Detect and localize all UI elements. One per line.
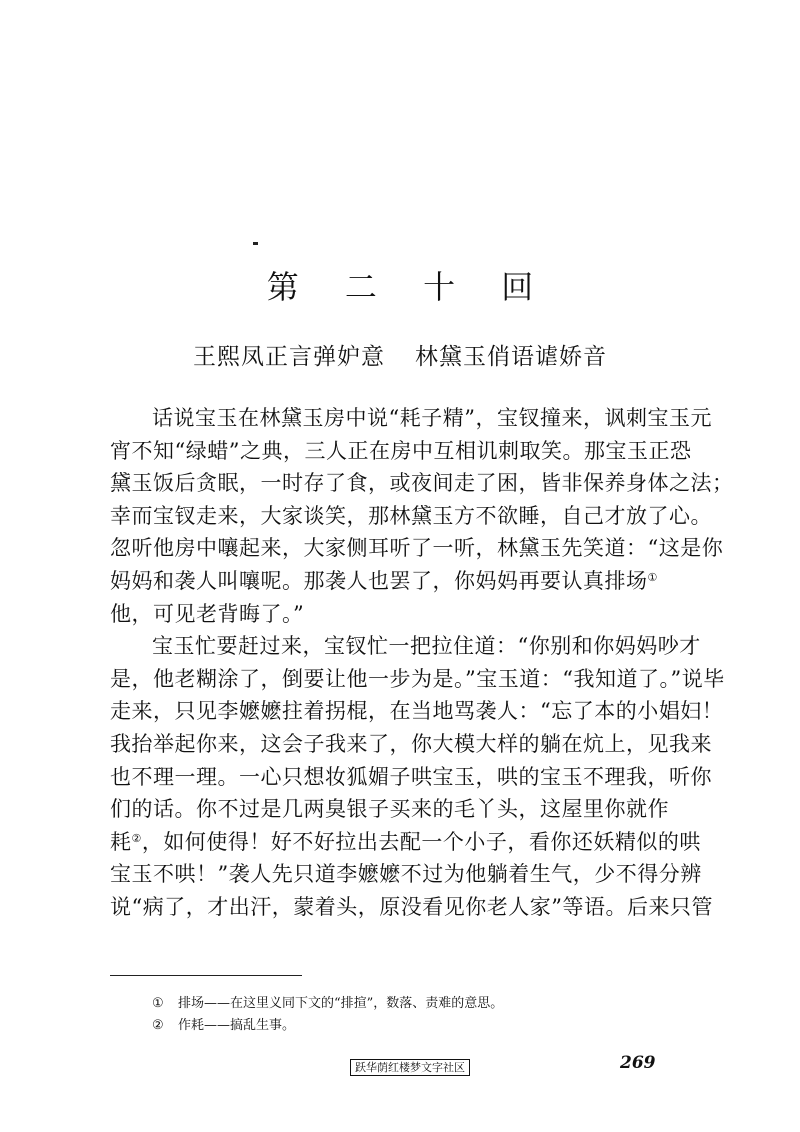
footnotes — [152, 993, 503, 1037]
text-line: 我抬举起你来，这会子我来了，你大模大样的躺在炕上，见我来 — [110, 731, 712, 756]
footnote — [152, 1015, 503, 1037]
footnote-ref: ① — [647, 570, 658, 584]
footnote — [152, 993, 503, 1015]
text-line: 宵不知“绿蜡”之典，三人正在房中互相讥刺取笑。那宝玉正恐 — [110, 438, 692, 463]
text-line-part: ，如何使得！好不好拉出去配一个小子，看你还妖精似的哄 — [141, 829, 701, 854]
text-line: 也不理一理。一心只想妆狐媚子哄宝玉，哄的宝玉不理我，听你 — [110, 764, 712, 789]
text-line: 宝玉不哄！”袭人先只道李嬷嬷不过为他躺着生气，少不得分辨 — [110, 862, 702, 887]
footnote-mark: ② — [152, 1018, 164, 1033]
text-line: 他，可见老背晦了。” — [110, 601, 305, 626]
text-line: 宝玉忙要赶过来，宝钗忙一把拉住道：“你别和你妈妈吵才 — [152, 634, 701, 659]
subtitle-left: 王熙凤正言弹妒意 — [193, 344, 385, 370]
text-line: 忽听他房中嚷起来，大家侧耳听了一听，林黛玉先笑道：“这是你 — [110, 536, 724, 561]
text-line — [110, 565, 656, 598]
text-line: 们的话。你不过是几两臭银子买来的毛丫头，这屋里你就作 — [110, 797, 669, 822]
footnote-ref: ② — [131, 831, 142, 845]
body-text — [110, 402, 734, 924]
page-number: 269 — [620, 1053, 656, 1073]
text-line: 话说宝玉在林黛玉房中说“耗子精”，宝钗撞来，讽刺宝玉元 — [152, 406, 712, 430]
chapter-title: 第 二 十 回 — [266, 268, 552, 306]
subtitle-right: 林黛玉俏语谑娇音 — [415, 344, 607, 370]
text-line: 说“病了，才出汗，蒙着头，原没看见你老人家”等语。后来只管 — [110, 894, 713, 919]
stray-mark — [253, 242, 258, 245]
footnote-text: 排场——在这里义同下文的“排揎”，数落、责难的意思。 — [178, 996, 504, 1011]
source-stamp: 跃华荫红楼梦文字社区 — [350, 1059, 470, 1076]
text-line: 是，他老糊涂了，倒要让他一步为是。”宝玉道：“我知道了。”说毕 — [110, 666, 725, 691]
text-line-part: 妈妈和袭人叫嚷呢。那袭人也罢了，你妈妈再要认真排场 — [110, 568, 648, 593]
footnote-text: 作耗——搞乱生事。 — [178, 1018, 296, 1033]
text-line — [110, 826, 701, 859]
text-line: 黛玉饭后贪眠，一时存了食，或夜间走了困，皆非保养身体之法； — [110, 471, 734, 496]
chapter-subtitle — [0, 338, 800, 371]
text-line: 走来，只见李嬷嬷拄着拐棍，在当地骂袭人：“忘了本的小娼妇！ — [110, 699, 724, 724]
text-line: 幸而宝钗走来，大家谈笑，那林黛玉方不欲睡，自己才放了心。 — [110, 503, 712, 528]
text-line-part: 耗 — [110, 829, 132, 854]
footnote-divider — [110, 975, 302, 976]
footnote-mark: ① — [152, 996, 164, 1011]
